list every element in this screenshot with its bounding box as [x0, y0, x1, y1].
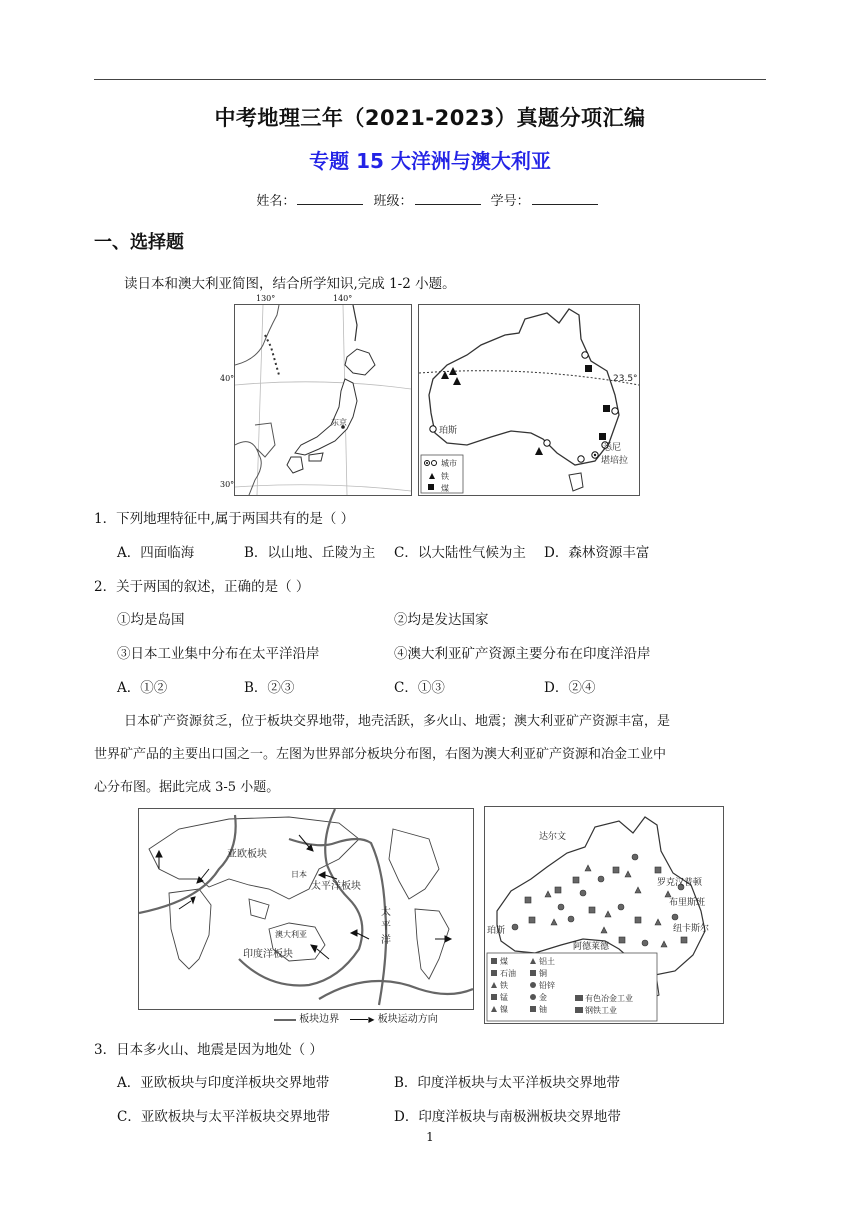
id-blank: [532, 192, 598, 205]
q2-option-b[interactable]: B．②③: [244, 680, 295, 696]
q2-stem: 2．关于两国的叙述，正确的是（ ）: [94, 579, 310, 595]
q1-option-b[interactable]: B．以山地、丘陵为主: [244, 545, 376, 561]
legend-bauxite: 铝土: [539, 957, 555, 966]
document-subtitle: 专题 15 大洋洲与澳大利亚: [309, 149, 551, 173]
japan-label: 日本: [291, 870, 307, 879]
lon-140-label: 140°: [333, 294, 353, 303]
legend-copper: 铜: [539, 969, 547, 978]
rockhampton-label: 罗克汉普顿: [657, 878, 703, 888]
q2-option-d[interactable]: D．②④: [544, 680, 596, 696]
q2-statement-4: ④澳大利亚矿产资源主要分布在印度洋沿岸: [394, 646, 651, 662]
intro-2-line-1: 日本矿产资源贫乏，位于板块交界地带，地壳活跃，多火山、地震；澳大利亚矿产资源丰富，是: [124, 714, 671, 729]
legend-lead-zinc: 铅锌: [539, 981, 555, 990]
adelaide-label: 阿德莱德: [573, 942, 610, 952]
perth-label-2: 珀斯: [487, 926, 506, 936]
legend-motion: 板块运动方向: [377, 1014, 438, 1025]
legend-oil: 石油: [500, 969, 516, 978]
document-title: 中考地理三年（2021-2023）真题分项汇编: [214, 106, 646, 130]
plates-legend: [274, 1010, 438, 1025]
q2-statement-2: ②均是发达国家: [394, 612, 489, 628]
legend-iron-2: 铁: [500, 981, 508, 990]
q1-option-c[interactable]: C．以大陆性气候为主: [394, 545, 526, 561]
intro-1: 读日本和澳大利亚简图，结合所学知识,完成 1-2 小题。: [124, 276, 456, 292]
q2-statement-1: ①均是岛国: [117, 612, 185, 628]
intro-2-line-3: 心分布图。据此完成 3-5 小题。: [94, 780, 280, 795]
q3-stem: 3．日本多火山、地震是因为地处（ ）: [94, 1042, 323, 1058]
arrow-swatch: [350, 1019, 368, 1020]
pacific-ocean-char-3: 洋: [381, 935, 391, 946]
tokyo-label: 东京: [331, 418, 347, 427]
q3-option-c[interactable]: C．亚欧板块与太平洋板块交界地带: [117, 1109, 330, 1125]
indian-plate-label: 印度洋板块: [243, 949, 293, 960]
legend-nickel: 镍: [500, 1005, 508, 1014]
boundary-line-swatch: [274, 1019, 296, 1021]
legend-coal: 煤: [441, 484, 449, 493]
legend-steel: 钢铁工业: [585, 1006, 617, 1015]
arrow-head-icon: ▶: [368, 1015, 375, 1024]
q1-option-d[interactable]: D．森林资源丰富: [544, 545, 650, 561]
brisbane-label: 布里斯班: [669, 898, 706, 908]
sydney-label: 悉尼: [603, 443, 622, 453]
newcastle-label: 纽卡斯尔: [673, 924, 710, 934]
eurasian-plate-label: 亚欧板块: [227, 849, 267, 860]
japan-map: [234, 304, 412, 496]
q2-option-a[interactable]: A．①②: [117, 680, 168, 696]
plates-map: [138, 808, 474, 1010]
legend-uranium: 铀: [539, 1005, 547, 1014]
class-blank: [415, 192, 481, 205]
header-rule: [94, 79, 766, 80]
australia-map: [418, 304, 640, 496]
legend-coal-2: 煤: [500, 957, 508, 966]
section-title: 一、选择题: [94, 232, 184, 253]
legend-manganese: 锰: [500, 993, 508, 1002]
lat-30-label: 30°: [220, 480, 235, 489]
name-label: 姓名：: [256, 194, 296, 209]
canberra-label: 堪培拉: [601, 456, 629, 466]
q3-option-d[interactable]: D．印度洋板块与南极洲板块交界地带: [394, 1109, 621, 1125]
tropic-label: 23.5°: [613, 374, 638, 384]
q1-option-a[interactable]: A．四面临海: [117, 545, 195, 561]
q3-option-a[interactable]: A．亚欧板块与印度洋板块交界地带: [117, 1075, 330, 1091]
pacific-plate-label: 太平洋板块: [311, 881, 361, 892]
legend-iron: 铁: [441, 472, 449, 481]
legend-city: 城市: [441, 459, 457, 468]
lon-130-label: 130°: [256, 294, 276, 303]
minerals-legend: [487, 953, 657, 1021]
australia-label: 澳大利亚: [275, 930, 307, 939]
perth-label: 珀斯: [439, 426, 458, 436]
lat-40-label: 40°: [220, 374, 235, 383]
q1-stem: 1．下列地理特征中,属于两国共有的是（ ）: [94, 511, 355, 527]
pacific-ocean-char-1: 太: [381, 907, 391, 918]
page-number: 1: [426, 1130, 434, 1144]
legend-boundary: 板块边界: [299, 1014, 340, 1025]
id-label: 学号：: [490, 194, 530, 209]
pacific-ocean-char-2: 平: [381, 921, 391, 932]
q2-option-c[interactable]: C．①③: [394, 680, 445, 696]
legend-nonferrous: 有色冶金工业: [585, 994, 633, 1003]
intro-2-line-2: 世界矿产品的主要出口国之一。左图为世界部分板块分布图，右图为澳大利亚矿产资源和冶金工业中: [94, 747, 667, 762]
q3-option-b[interactable]: B．印度洋板块与太平洋板块交界地带: [394, 1075, 620, 1091]
class-label: 班级：: [373, 194, 413, 209]
name-blank: [297, 192, 363, 205]
q2-statement-3: ③日本工业集中分布在太平洋沿岸: [117, 646, 320, 662]
legend-gold: 金: [539, 993, 547, 1002]
darwin-label: 达尔文: [539, 832, 567, 842]
minerals-map: [484, 806, 724, 1024]
student-info: [0, 190, 860, 209]
